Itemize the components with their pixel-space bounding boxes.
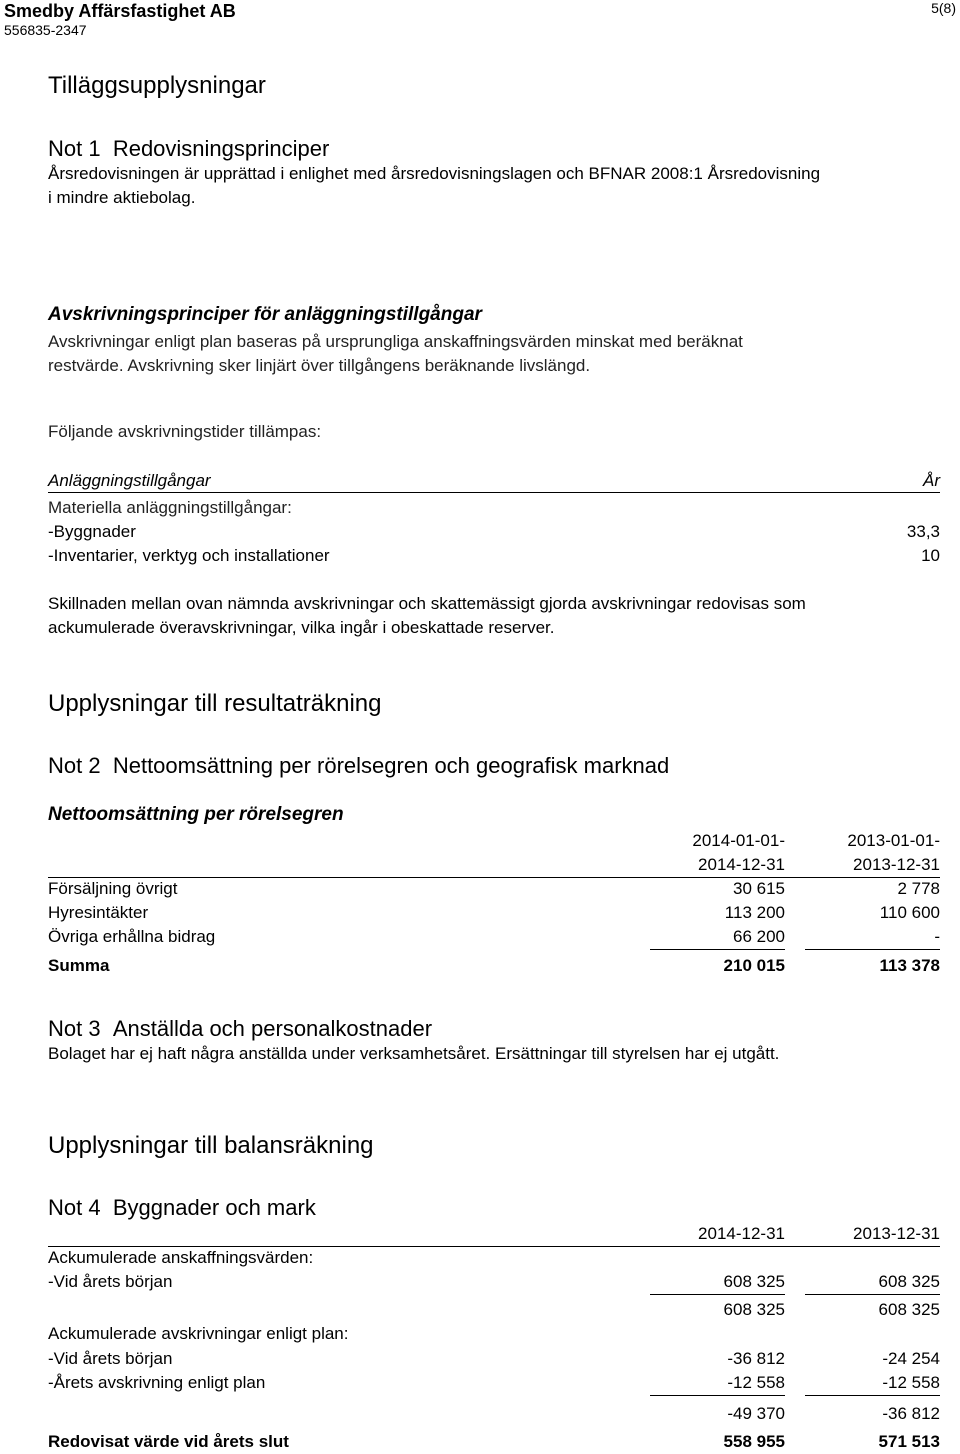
note4-heading (48, 1195, 316, 1221)
note4-dep-total-v2: -36 812 (882, 1404, 940, 1423)
note3-title: Anställda och personalkostnader (112, 1016, 433, 1041)
note1-title: Redovisningsprinciper (112, 136, 330, 161)
page-number: 5(8) (931, 0, 956, 16)
note4-acq-row-v2: 608 325 (878, 1272, 940, 1291)
periods-header-left: Anläggningstillgångar (48, 471, 211, 490)
note2-total-v1: 210 015 (723, 956, 785, 975)
note4-book-value-v2: 571 513 (878, 1432, 940, 1451)
note2-subtitle: Nettoomsättning per rörelsegren (48, 804, 344, 825)
note2-col1-line2: 2014-12-31 (698, 855, 785, 874)
depreciation-heading: Avskrivningsprinciper för anläggningstillgångar (48, 304, 482, 325)
periods-row-buildings-value: 33,3 (906, 522, 940, 541)
company-name: Smedby Affärsfastighet AB (4, 1, 236, 21)
note4-acq-rule-col2 (805, 1294, 940, 1295)
periods-group-label: Materiella anläggningstillgångar: (48, 498, 292, 517)
tax-diff-text-line2: ackumulerade överavskrivningar, vilka ingår i obeskattade reserver. (48, 618, 555, 637)
note4-title: Byggnader och mark (112, 1195, 316, 1220)
periods-intro: Följande avskrivningstider tillämpas: (48, 422, 322, 441)
depreciation-text-line2: restvärde. Avskrivning sker linjärt över tillgångens beräknande livslängd. (48, 356, 591, 375)
section-title-income-statement: Upplysningar till resultaträkning (48, 690, 382, 717)
note1-heading (48, 136, 329, 162)
note2-row-grants-v2: - (934, 927, 940, 946)
note2-heading (48, 753, 669, 779)
note4-dep-row1-v1: -36 812 (727, 1349, 785, 1368)
note2-row-grants-v1: 66 200 (733, 927, 785, 946)
note3-text: Bolaget har ej haft några anställda under verksamhetsåret. Ersättningar till styrelsen har ej utgått. (48, 1044, 780, 1063)
note4-dep-total-v1: -49 370 (727, 1404, 785, 1423)
note4-number: Not 4 (48, 1195, 101, 1220)
note2-row-rent-v1: 113 200 (724, 903, 785, 922)
note2-title: Nettoomsättning per rörelsegren och geografisk marknad (112, 753, 670, 778)
note2-row-rent-v2: 110 600 (879, 903, 940, 922)
periods-header-rule (48, 492, 940, 493)
note4-col1-header: 2014-12-31 (698, 1224, 785, 1243)
note1-text-line1: Årsredovisningen är upprättad i enlighet med årsredovisningslagen och BFNAR 2008:1 Årsredovisning (48, 164, 821, 183)
note2-header-rule (48, 877, 940, 878)
note2-col1-line1: 2014-01-01- (692, 831, 785, 850)
note4-acq-rule-col1 (650, 1294, 785, 1295)
note2-total-label: Summa (48, 956, 110, 975)
note2-row-sales-label: Försäljning övrigt (48, 879, 178, 898)
note2-number: Not 2 (48, 753, 101, 778)
note4-acq-row-v1: 608 325 (723, 1272, 785, 1291)
note4-dep-row2-label: -Årets avskrivning enligt plan (48, 1373, 266, 1392)
periods-row-buildings-label: -Byggnader (48, 522, 136, 541)
note1-number: Not 1 (48, 136, 101, 161)
note4-book-value-label: Redovisat värde vid årets slut (48, 1432, 289, 1451)
depreciation-text-line1: Avskrivningar enligt plan baseras på ursprungliga anskaffningsvärden minskat med beräknat (48, 332, 743, 351)
note4-dep-row1-label: -Vid årets början (48, 1349, 173, 1368)
note2-total-v2: 113 378 (879, 956, 940, 975)
note2-row-grants-label: Övriga erhållna bidrag (48, 927, 216, 946)
note4-acq-row-label: -Vid årets början (48, 1272, 173, 1291)
note2-row-sales-v1: 30 615 (733, 879, 785, 898)
note4-dep-row2-v1: -12 558 (727, 1373, 785, 1392)
note2-sum-rule-col1 (650, 949, 785, 950)
tax-diff-text-line1: Skillnaden mellan ovan nämnda avskrivningar och skattemässigt gjorda avskrivningar redovisas som (48, 594, 806, 613)
periods-header-right: År (923, 471, 940, 490)
section-title-balance-sheet: Upplysningar till balansräkning (48, 1132, 374, 1159)
note4-col2-header: 2013-12-31 (853, 1224, 940, 1243)
periods-row-equipment-value: 10 (921, 546, 940, 565)
note2-sum-rule-col2 (805, 949, 940, 950)
note2-col2-line1: 2013-01-01- (847, 831, 940, 850)
note4-acq-total-v2: 608 325 (878, 1300, 940, 1319)
note4-acq-label: Ackumulerade anskaffningsvärden: (48, 1248, 314, 1267)
note4-acq-total-v1: 608 325 (723, 1300, 785, 1319)
note4-dep-rule-col1 (650, 1395, 785, 1396)
note4-dep-row1-v2: -24 254 (882, 1349, 940, 1368)
note4-dep-row2-v2: -12 558 (882, 1373, 940, 1392)
note3-heading (48, 1016, 432, 1042)
note2-row-rent-label: Hyresintäkter (48, 903, 149, 922)
note2-row-sales-v2: 2 778 (897, 879, 940, 898)
org-number: 556835-2347 (4, 22, 87, 38)
note3-number: Not 3 (48, 1016, 101, 1041)
note2-col2-line2: 2013-12-31 (853, 855, 940, 874)
section-title-additional-info: Tilläggsupplysningar (48, 72, 266, 99)
note1-text-line2: i mindre aktiebolag. (48, 188, 196, 207)
note4-dep-rule-col2 (805, 1395, 940, 1396)
periods-row-equipment-label: -Inventarier, verktyg och installationer (48, 546, 330, 565)
note4-dep-label: Ackumulerade avskrivningar enligt plan: (48, 1324, 349, 1343)
note4-book-value-v1: 558 955 (723, 1432, 785, 1451)
